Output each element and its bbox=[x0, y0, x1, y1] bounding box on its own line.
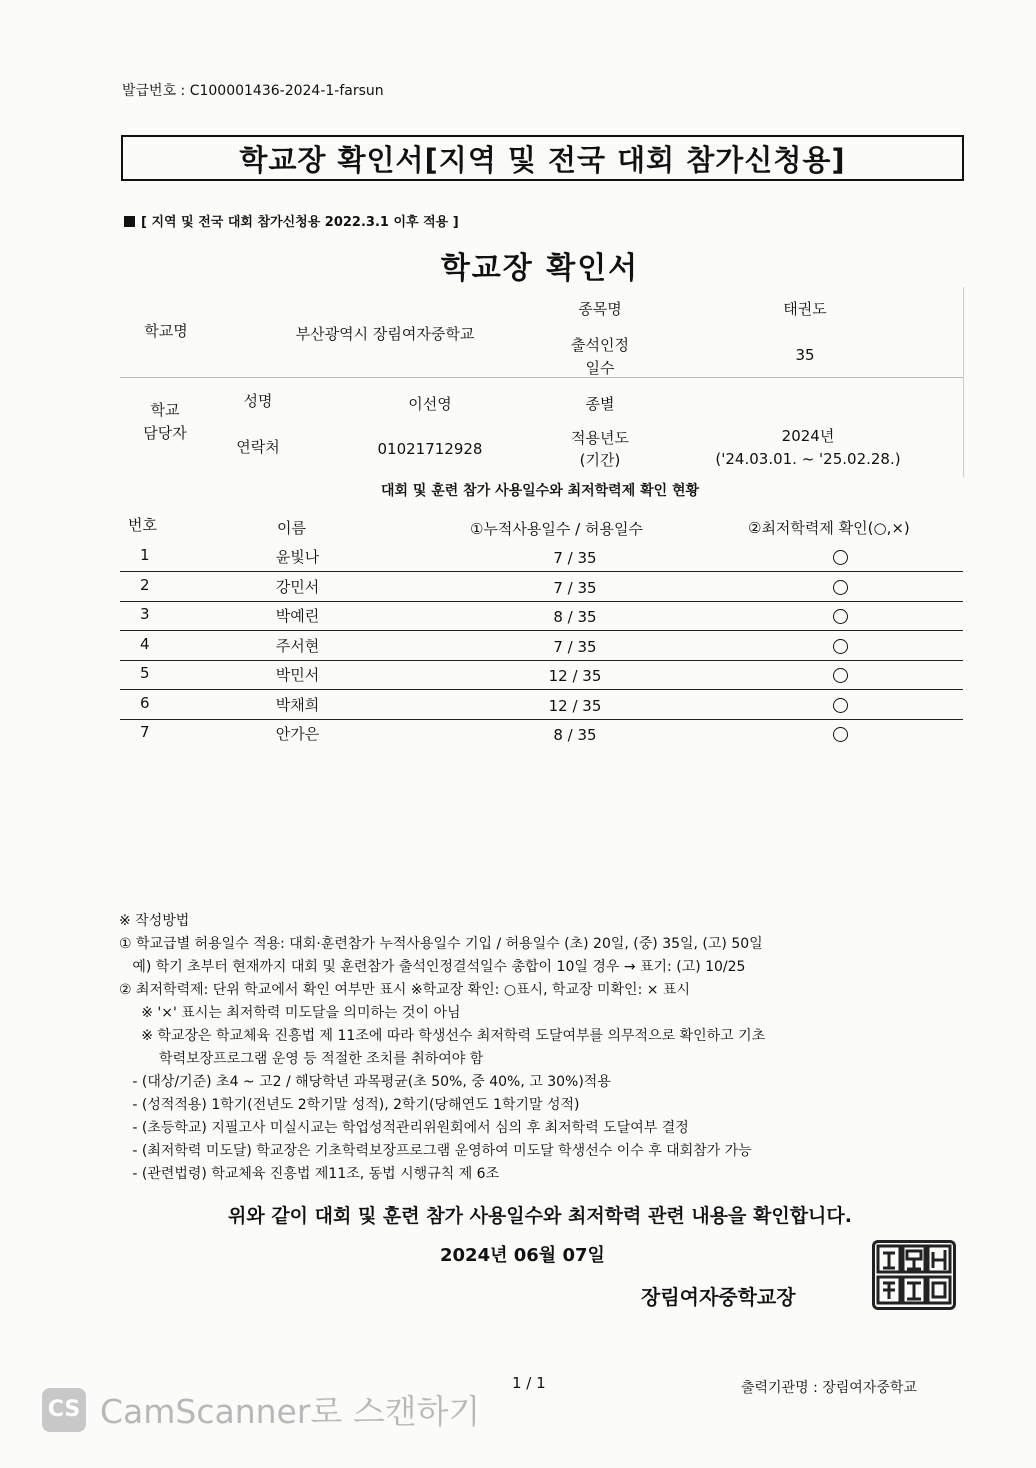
table-row bbox=[120, 660, 963, 690]
guide-line: ② 최저학력제: 단위 학교에서 확인 여부만 표시 ※학교장 확인: ○표시, 학교장 미확인: × 표시 bbox=[119, 982, 690, 998]
used-days: 8 / 35 bbox=[553, 726, 597, 744]
issue-date: 2024년 06월 07일 bbox=[440, 1245, 605, 1266]
confirmed-circle-icon bbox=[833, 639, 848, 654]
table-row bbox=[120, 601, 963, 631]
camscanner-logo-icon: CS bbox=[42, 1388, 86, 1432]
row-number: 7 bbox=[140, 723, 150, 741]
row-number: 3 bbox=[140, 605, 150, 623]
confirmed-circle-icon bbox=[833, 698, 848, 713]
used-days: 7 / 35 bbox=[553, 578, 597, 597]
contact-value: 01021712928 bbox=[377, 440, 483, 458]
row-number: 1 bbox=[140, 546, 150, 564]
table-row bbox=[120, 631, 963, 661]
guide-line: ① 학교급별 허용일수 적용: 대회·훈련참가 누적사용일수 기입 / 허용일수 (초) 20일, (중) 35일, (고) 50일 bbox=[119, 936, 763, 952]
guide-line: 학력보장프로그램 운영 등 적절한 조치를 취하여야 함 bbox=[119, 1051, 484, 1067]
square-bullet-icon bbox=[124, 216, 135, 227]
header-number: 번호 bbox=[128, 516, 157, 534]
confirmed-circle-icon bbox=[833, 668, 848, 683]
contact-label: 연락처 bbox=[236, 438, 280, 456]
row-number: 4 bbox=[140, 634, 150, 653]
student-name: 주서현 bbox=[275, 636, 320, 655]
status-table-title: 대회 및 훈련 참가 사용일수와 최저학력제 확인 현황 bbox=[380, 483, 700, 499]
year-label-1: 적용년도 bbox=[571, 429, 629, 447]
page-number: 1 / 1 bbox=[512, 1374, 546, 1392]
confirmation-subtitle: 학교장 확인서 bbox=[440, 251, 640, 286]
table-row bbox=[120, 542, 963, 572]
applicability-note bbox=[124, 211, 459, 230]
sport-label: 종목명 bbox=[578, 300, 622, 318]
attendance-value: 35 bbox=[795, 346, 815, 364]
guide-line: ※ 학교장은 학교체육 진흥법 제 11조에 따라 학생선수 최저학력 도달여부를 의무적으로 확인하고 기초 bbox=[119, 1028, 766, 1044]
attendance-label-1: 출석인정 bbox=[571, 336, 629, 354]
row-number: 2 bbox=[140, 575, 150, 594]
watermark-text: CamScanner로 스캔하기 bbox=[100, 1392, 481, 1431]
guide-line: - (관련법령) 학교체육 진흥법 제11조, 동법 시행규칙 제 6조 bbox=[119, 1166, 500, 1182]
principal-name: 장림여자중학교장 bbox=[641, 1285, 796, 1309]
confirmed-circle-icon bbox=[833, 580, 848, 595]
confirmed-circle-icon bbox=[833, 550, 848, 565]
table-row bbox=[120, 690, 963, 720]
student-name: 박채희 bbox=[275, 695, 320, 714]
guide-line: - (대상/기준) 초4 ~ 고2 / 해당학년 과목평균(초 50%, 중 40%, 고 30%)적용 bbox=[119, 1074, 611, 1090]
guide-line: - (초등학교) 지필고사 미실시교는 학업성적관리위원회에서 심의 후 최저학력 도달여부 결정 bbox=[119, 1120, 689, 1136]
official-seal bbox=[872, 1240, 956, 1310]
table-row bbox=[120, 572, 963, 602]
name-label: 성명 bbox=[243, 392, 273, 410]
used-days: 12 / 35 bbox=[548, 696, 602, 715]
header-min-academic: ②최저학력제 확인(○,×) bbox=[748, 519, 910, 537]
category-label: 종별 bbox=[585, 395, 615, 413]
confirmed-circle-icon bbox=[833, 609, 848, 624]
issue-number: 발급번호 : C100001436-2024-1-farsun bbox=[122, 83, 384, 99]
camscanner-watermark bbox=[42, 1386, 480, 1433]
used-days: 7 / 35 bbox=[553, 549, 597, 567]
sport-value: 태권도 bbox=[783, 300, 827, 318]
student-name: 박예린 bbox=[275, 607, 320, 625]
used-days: 7 / 35 bbox=[553, 637, 597, 656]
guide-line: ※ 작성방법 bbox=[119, 913, 190, 929]
info-border-right bbox=[963, 287, 964, 477]
row-number: 6 bbox=[140, 693, 150, 712]
student-name: 강민서 bbox=[275, 577, 320, 596]
student-name: 안가은 bbox=[275, 725, 320, 743]
confirmation-statement: 위와 같이 대회 및 훈련 참가 사용일수와 최저학력 관련 내용을 확인합니다. bbox=[228, 1205, 852, 1227]
confirmed-circle-icon bbox=[833, 727, 848, 742]
seal-glyph-icon bbox=[875, 1243, 953, 1307]
manager-label-2: 담당자 bbox=[143, 424, 187, 442]
guide-line: - (성적적용) 1학기(전년도 2학기말 성적), 2학기(당해연도 1학기말 성적) bbox=[119, 1097, 580, 1113]
student-name: 박민서 bbox=[275, 666, 320, 684]
table-row bbox=[120, 719, 963, 748]
writing-guide bbox=[119, 910, 939, 1186]
header-used-days: ①누적사용일수 / 허용일수 bbox=[470, 520, 643, 538]
document-title: 학교장 확인서[지역 및 전국 대회 참가신청용] bbox=[121, 135, 964, 181]
guide-line: ※ '×' 표시는 최저학력 미도달을 의미하는 것이 아님 bbox=[119, 1005, 461, 1021]
year-value-2: ('24.03.01. ~ '25.02.28.) bbox=[715, 450, 901, 468]
used-days: 12 / 35 bbox=[548, 667, 602, 685]
name-value: 이선영 bbox=[408, 395, 452, 413]
used-days: 8 / 35 bbox=[553, 608, 597, 626]
header-name: 이름 bbox=[277, 519, 306, 537]
guide-line: 예) 학기 초부터 현재까지 대회 및 훈련참가 출석인정결석일수 총합이 10일 경우 → 표기: (고) 10/25 bbox=[119, 959, 746, 975]
school-label: 학교명 bbox=[144, 322, 188, 340]
year-label-2: (기간) bbox=[579, 451, 621, 469]
info-divider bbox=[120, 377, 963, 378]
note-text: [ 지역 및 전국 대회 참가신청용 2022.3.1 이후 적용 ] bbox=[141, 215, 459, 230]
attendance-label-2: 일수 bbox=[585, 359, 615, 377]
manager-label-1: 학교 bbox=[150, 401, 180, 419]
student-name: 윤빛나 bbox=[275, 548, 320, 566]
year-value-1: 2024년 bbox=[781, 427, 835, 445]
print-organization: 출력기관명 : 장림여자중학교 bbox=[741, 1380, 917, 1396]
row-number: 5 bbox=[140, 664, 150, 682]
guide-line: - (최저학력 미도달) 학교장은 기초학력보장프로그램 운영하여 미도달 학생선수 이수 후 대회참가 가능 bbox=[119, 1143, 752, 1159]
school-value: 부산광역시 장림여자중학교 bbox=[295, 325, 475, 343]
